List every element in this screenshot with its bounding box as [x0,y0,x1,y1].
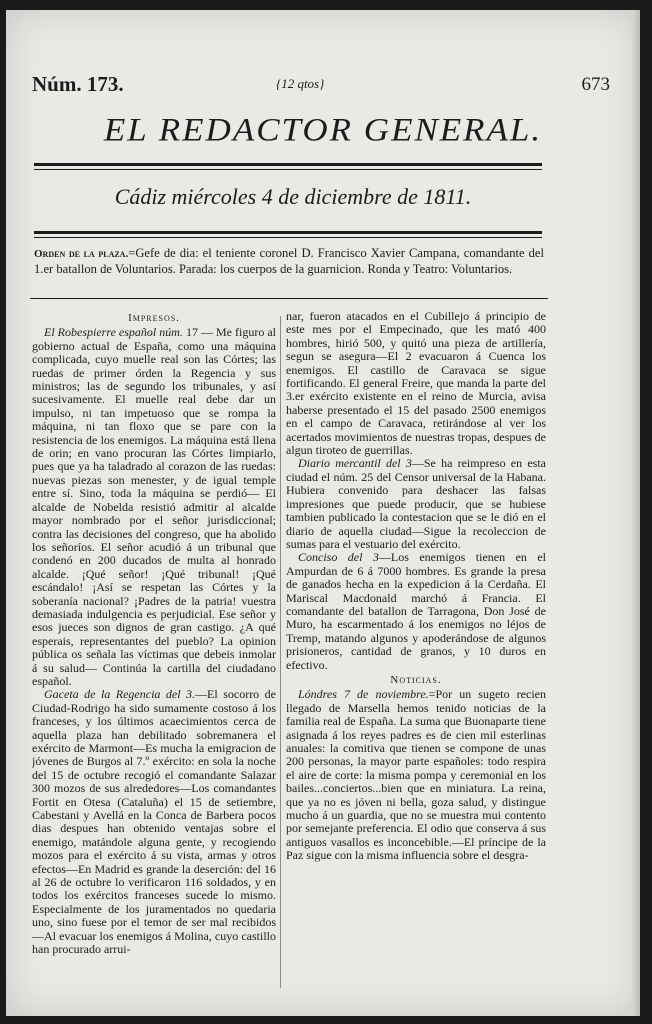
newspaper-page [6,10,640,1016]
column-divider [280,316,281,988]
article-londres [286,688,546,862]
noticias-heading: Noticias. [390,673,442,686]
title-rule-bottom [34,231,542,234]
article-londres-text: =Por un sugeto recien llegado de Marsella hemos tenido noticias de la familia real de España. La suma que Buonaparte tiene asignada á los reyes padres es de cien mil esterlinas anuales: la comitiva que tienen se compone de unas 200 personas, la mayor parte españoles: todo respira el aire de corte: la misma pompa y ceremonial en los bailes...conciertos...bien que en miniatura. La reina, que ya no es jóven ni bella, goza salud, y distingue mucho á un guardia, que no se muestra mui contento por semejante preferencia. El odio que conserva á sus antiguos vasallos es inconcebible.—El príncipe de la Paz sigue con la misma influencia sobre el desgra- [286,687,546,863]
article-gaceta [32,688,276,956]
dateline: Cádiz miércoles 4 de diciembre de 1811. [114,184,472,209]
article-diario-text: —Se ha reimpreso en esta ciudad el núm. 25 del Censor universal de la Habana. Hubiera convenido para deshacer las falsas impresiones que puede producir, que se hubiese tambien publicado la contestacion que se le dió en el diario de aquella ciudad—Sigue la recoleccion de sumas para el vestuario del exército. [286,456,546,551]
masthead-row [32,72,610,102]
plaza-order-label: Orden de la plaza. [34,248,129,260]
article-robespierre [32,326,276,688]
page-edge [632,10,640,1016]
impresos-heading: Impresos. [128,312,180,324]
article-gaceta-continued: nar, fueron atacados en el Cubillejo á principio de este mes por el Empecinado, que les mató 400 hombres, hirió 500, y quitó una pieza de artillería, segun se asegura—El 2 evacuaron á Cuenca los enemigos. El castillo de Caravaca se sigue fortificando. El general Freire, que manda la parte del 3.er exército existente en el reino de Murcia, avisa haberse presentado el 15 del pasado 2500 enemigos en el campo de Caravaca, retirándose al ver los acertados movimientos de nuestras tropas, despues de algun tiroteo de guerrillas. [286,310,546,458]
article-robespierre-text: 17 — Me figuro al gobierno actual de España, como una máquina complicada, cuyo muelle real son las Córtes; las ruedas de primer órden la Regencia y sus ministros; las de segundo los tribunales, y así sucesivamente. El muelle real debe dar un impulso, ni tan impetuoso que se rompa la máquina, ni tan floxo que se pare con la resistencia de los enemigos. La máquina está llena de orin; en vano procuran las Córtes limpiarlo, pues que ya ha taladrado al corazon de las ruedas: nuevas piezas son menester, y de igual temple entre sí. Sino, toda la máquina se perdió— El alcalde de Nobelda resistió admitir al alcalde mayor nombrado por el señor jurisdiccional; contra las decisiones del congreso, que ha abolido los señoríos. El señor acudió á un tribunal que condenó en 200 ducados de multa al honrado alcalde. ¡Qué señor! ¡Qué tribunal! ¡Qué escándalo! ¡Así se respetan las Córtes y la soberanía nacional? ¡Padres de la patria! vuestra demasiada indulgencia es perjudicial. Ese señor y esos jueces son dignos de gran castigo. ¿A qué esperais, representantes del pueblo? La opinion pública os señala las víctimas que debeis inmolar á su salud— Continúa la cartilla del ciudadano español. [32,325,276,688]
article-diario [286,457,546,551]
article-gaceta-text: —El socorro de Ciudad-Rodrigo ha sido sumamente costoso á los franceses, y los últimos acaecimientos cerca de aquella plaza han debilitado sobremanera el exército de Marmont—Es mucha la emigracion de jóvenes de Burgos al 7.º exército: en sola la noche del 15 de octubre recogió el comandante Salazar 300 mozos de sus alrededores—Los comandantes Fortit en Otesa (Cataluña) el 15 de setiembre, Cabestani y Avellá en la Conca de Barbera pocos dias despues han obtenido ventajas sobre el enemigo, matándole alguna gente, y recogiendo mozos para el exército á su vista, armas y otros efectos—En Madrid es grande la deserción: del 16 al 26 de octubre lo verificaron 116 soldados, y en todos los exércitos franceses sucede lo mismo. Especialmente de los juramentados no quedaria uno, sino fuese por el temor de ser mal recibidos—Al evacuar los enemigos á Molina, cuyo castillo han procurado arrui- [32,687,276,957]
article-robespierre-lead: El Robespierre español núm. [44,325,183,340]
plaza-order [34,246,544,277]
plaza-order-text: =Gefe de dia: el teniente coronel D. Francisco Xavier Campana, comandante del 1.er batallon de Voluntarios. Parada: los cuerpos de la guarnicion. Ronda y Teatro: Voluntarios. [34,246,544,276]
page-number: 673 [581,74,610,95]
article-conciso [286,551,546,672]
article-diario-lead: Diario mercantil del 3 [298,456,412,471]
article-gaceta-lead: Gaceta de la Regencia del 3. [44,687,196,702]
newspaper-title: EL REDACTOR GENERAL. [103,111,543,149]
article-conciso-text: —Los enemigos tienen en el Ampurdan de 6 á 7000 hombres. Es grande la presa de ganados hecha en la expedicion á la Cerdaña. El Mariscal Macdonald marchó á Francia. El comandante del batallon de Tarragona, Don José de Muro, ha escarmentado á los enemigos no léjos de Tremp, matando algunos y apoderándose de algunos prisioneros, cantidad de granos, y 10 duros en efectivo. [286,550,546,672]
section-rule [30,298,548,299]
right-column [286,310,546,1000]
article-conciso-lead: Conciso del 3 [298,550,379,565]
left-column [32,310,276,1000]
format-note: {12 qtos} [276,76,325,91]
title-rule-top [34,163,542,166]
article-londres-lead: Lóndres 7 de noviembre. [298,687,429,702]
issue-number: Núm. 173. [32,72,124,96]
